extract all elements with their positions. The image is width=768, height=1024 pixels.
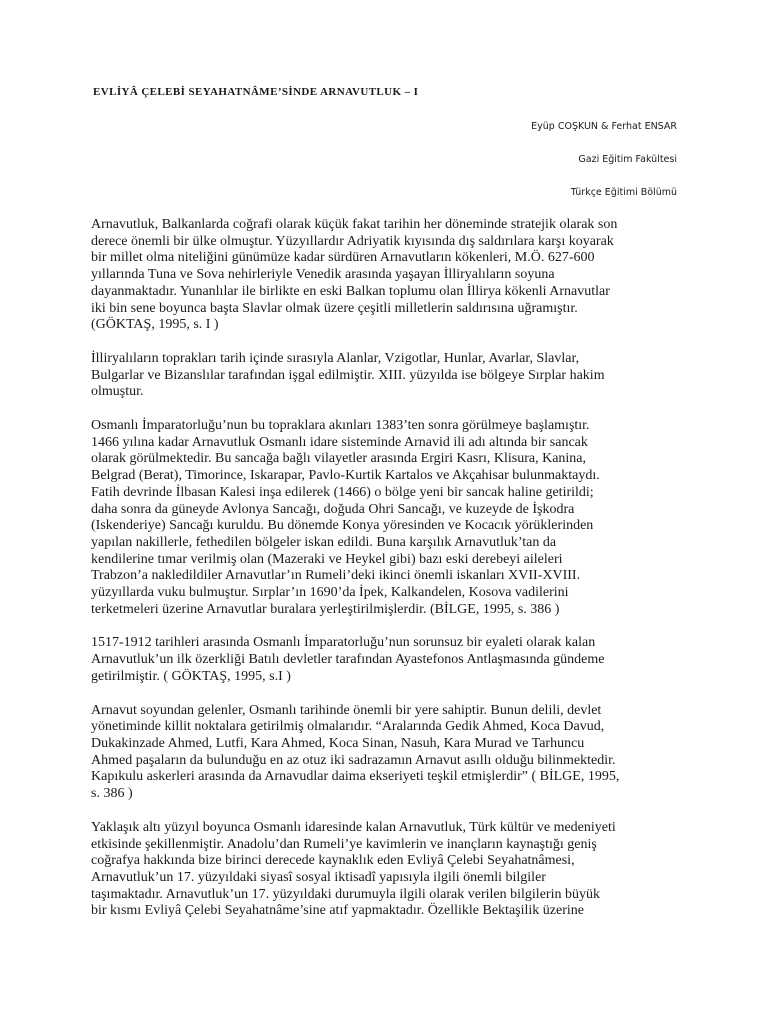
document-body <box>91 217 691 937</box>
paragraph-4: 1517-1912 tarihleri arasında Osmanlı İmparatorluğu’nun sorunsuz bir eyaleti olarak kalan Arnavutluk’un ilk özerkliği Batılı devletler tarafından Ayastefonos Antlaşmasında gündeme getirilmiştir. ( GÖKTAŞ, 1995, s.I ) <box>91 635 605 684</box>
document-title: EVLİYÂ ÇELEBİ SEYAHATNÂME’SİNDE ARNAVUTLUK – I <box>93 86 419 98</box>
paragraph-2: İlliryalıların toprakları tarih içinde sırasıyla Alanlar, Vzigotlar, Hunlar, Avarlar, Slavlar, Bulgarlar ve Bizanslılar tarafından işgal edilmiştir. XIII. yüzyılda ise bölgeye Sırplar hakim olmuştur. <box>91 350 605 400</box>
paragraph-3: Osmanlı İmparatorluğu’nun bu topraklara akınları 1383’ten sonra görülmeye başlamıştır. 1466 yılına kadar Arnavutluk Osmanlı idare sisteminde Arnavid ili adı altında bir sancak olarak görülmektedir. Bu sancağa bağlı vilayetler arasında Ergiri Kasrı, Klisura, Kanina, Belgrad (Berat), Timorince, Iskarapar, Pavlo-Kurtik Kartalos ve Akçahisar bulunmaktaydı. Fatih devrinde İlbasan Kalesi inşa edilerek (1466) o bölge yeni bir sancak haline getirildi; daha sonra da güneyde Avlonya Sancağı, doğuda Ohri Sancağı, ve kuzeyde de İşkodra (Iskenderiye) Sancağı kuruldu. Bu dönemde Konya yöresinden ve Kocacık yörüklerinden yapılan nakillerle, fethedilen bölgeler iskan edildi. Buna karşılık Arnavutluk’tan da kendilerine tımar verilmiş olan (Mazeraki ve Heykel gibi) bazı eski derebeyi aileleri Trabzon’a nakledildiler Arnavutlar’ın Rumeli’deki ikinci önemli iskanları XVII-XVIII. yüzyıllarda vuku bulmuştur. Sırplar’ın 1690’da İpek, Kalkandelen, Kosova vadilerini terketmeleri üzerine Arnavutlar buralara yerleştirilmişlerdir. (BİLGE, 1995, s. 386 ) <box>91 418 600 617</box>
faculty: Gazi Eğitim Fakültesi <box>578 154 677 165</box>
paragraph-5: Arnavut soyundan gelenler, Osmanlı tarihinde önemli bir yere sahiptir. Bunun delili, devlet yönetiminde killit noktalara getirilmiş olmalarıdır. “Aralarında Gedik Ahmed, Koca Davud, Dukakinzade Ahmed, Lutfi, Kara Ahmed, Koca Sinan, Nasuh, Kara Murad ve Tarhuncu Ahmed paşaların da bulunduğu en az otuz iki sadrazamın Arnavut asıllı olduğu bilinmektedir. Kapıkulu askerleri arasında da Arnavudlar daima ekseriyeti teşkil etmişlerdir” ( BİLGE, 1995, s. 386 ) <box>91 702 620 802</box>
department: Türkçe Eğitimi Bölümü <box>570 187 677 198</box>
paragraph-1: Arnavutluk, Balkanlarda coğrafi olarak küçük fakat tarihin her döneminde stratejik olarak son derece önemli bir ülke olmuştur. Yüzyıllardır Adriyatik kıyısında dış saldırılara karşı koyarak bir millet olma niteliğini günümüze kadar sürdüren Arnavutların kökenleri, M.Ö. 627-600 yıllarında Tuna ve Sova nehirleriyle Venedik arasında yaşayan İlliryalıların soyuna dayanmaktadır. Yunanlılar ile birlikte en eski Balkan toplumu olan İllirya kökenli Arnavutlar iki bin sene boyunca başta Slavlar olmak üzere çeşitli milletlerin saldırısına uğramıştır. (GÖKTAŞ, 1995, s. I ) <box>91 217 618 333</box>
authors: Eyüp COŞKUN & Ferhat ENSAR <box>531 121 677 132</box>
paragraph-6: Yaklaşık altı yüzyıl boyunca Osmanlı idaresinde kalan Arnavutluk, Türk kültür ve medeniyeti etkisinde şekillenmiştir. Anadolu’dan Rumeli’ye kavimlerin ve inançların kaynaştığı geniş coğrafya hakkında bize birinci derecede kaynaklık eden Evliyâ Çelebi Seyahatnâmesi, Arnavutluk’un 17. yüzyıldaki siyasî sosyal iktisadî yapısıyla ilgili önemli bilgiler taşımaktadır. Arnavutluk’un 17. yüzyıldaki durumuyla ilgili olarak verilen bilgilerin büyük bir kısmı Evliyâ Çelebi Seyahatnâme’sine atıf yapmaktadır. Özellikle Bektaşilik üzerine <box>91 819 616 919</box>
